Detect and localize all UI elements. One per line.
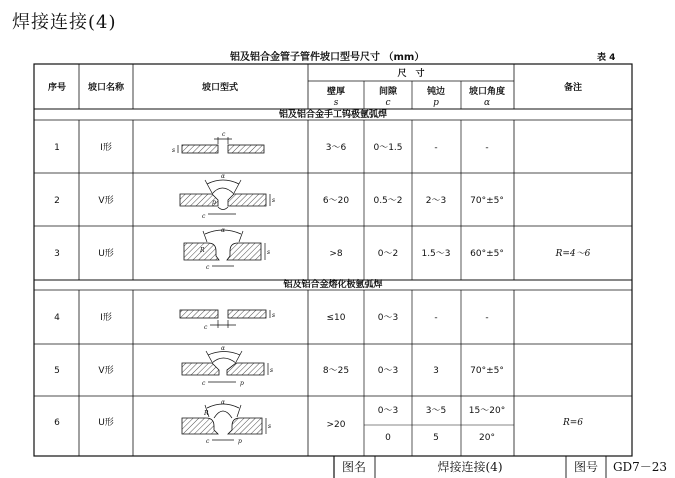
gap-value: 0.5～2 (373, 196, 403, 206)
angle-dim-label: α (221, 227, 226, 234)
u-groove-diagram (184, 227, 270, 271)
angle-value: - (485, 143, 489, 153)
groove-name: V形 (98, 196, 114, 206)
gap-dim-label: c (204, 324, 208, 331)
thickness-dim-label: s (172, 147, 176, 154)
groove-name: U形 (98, 249, 114, 259)
gap-dim-label: c (202, 380, 206, 387)
angle-value: 15～20° (468, 406, 506, 416)
thickness-dim-label: s (272, 197, 276, 204)
header-gap-symbol: c (385, 98, 391, 108)
angle-value-alt: 20° (479, 433, 495, 443)
header-gap: 间隙 (378, 87, 398, 97)
root-value: - (434, 143, 438, 153)
page-title: 焊接连接(4) (12, 12, 117, 33)
root-value: 1.5～3 (421, 249, 451, 259)
drawing-name-label: 图名 (341, 460, 367, 474)
groove-name: U形 (98, 418, 114, 428)
row-number: 1 (54, 143, 60, 153)
root-dim-label: p (238, 438, 242, 445)
gap-value: 0～1.5 (373, 143, 403, 153)
i-groove-diagram (180, 310, 275, 331)
thickness-value: 8～25 (322, 366, 350, 376)
gap-value: 0～3 (377, 366, 399, 376)
gap-dim-label: c (206, 264, 210, 271)
table-row (54, 365, 504, 376)
header-dims: 尺 寸 (397, 69, 425, 79)
root-value: 3 (433, 366, 439, 376)
header-root-symbol: p (433, 98, 439, 108)
table-header (48, 67, 582, 108)
table-row (54, 195, 504, 206)
v-groove-diagram (182, 345, 273, 387)
table-row (54, 406, 583, 443)
angle-dim-label: α (221, 173, 226, 180)
drawing-number-label: 图号 (573, 460, 599, 474)
row-number: 5 (54, 366, 60, 376)
header-remark: 备注 (563, 83, 583, 93)
groove-name: I形 (100, 143, 112, 153)
i-groove-diagram (172, 131, 264, 154)
thickness-value: >8 (329, 249, 343, 259)
table-row (54, 142, 488, 153)
gap-value: 0～3 (377, 406, 399, 416)
thickness-value: ≤10 (326, 313, 346, 323)
section-title: 铝及铝合金手工钨极氩弧焊 (278, 110, 388, 120)
root-value: 2～3 (425, 196, 447, 206)
angle-value: 70°±5° (470, 366, 504, 376)
header-thickness-symbol: s (333, 98, 339, 108)
header-angle: 坡口角度 (468, 87, 506, 97)
header-no: 序号 (47, 83, 67, 93)
header-form: 坡口型式 (201, 83, 239, 93)
drawing-number: GD7－23 (612, 460, 668, 474)
gap-value: 0～3 (377, 313, 399, 323)
radius-dim-label: R (200, 247, 205, 254)
angle-value: - (485, 313, 489, 323)
table-number: 表 4 (597, 53, 616, 63)
root-dim-label: p (212, 199, 216, 206)
drawing-name: 焊接连接(4) (437, 460, 503, 474)
gap-dim-label: c (202, 213, 206, 220)
angle-dim-label: α (221, 345, 226, 352)
row-number: 4 (54, 313, 60, 323)
thickness-value: 3～6 (325, 143, 347, 153)
root-value: - (434, 313, 438, 323)
u-groove-diagram (182, 399, 271, 445)
root-dim-label: p (240, 380, 244, 387)
radius-dim-label: R (204, 410, 209, 417)
groove-name: I形 (100, 313, 112, 323)
root-value: 3～5 (425, 406, 447, 416)
section-title: 铝及铝合金熔化极氩弧焊 (283, 280, 383, 290)
thickness-dim-label: s (270, 367, 274, 374)
table-grid (34, 64, 632, 456)
row-number: 2 (54, 196, 60, 206)
gap-dim-label: c (206, 438, 210, 445)
gap-value: 0～2 (377, 249, 399, 259)
angle-value: 70°±5° (470, 196, 504, 206)
remark-value: R=6 (562, 418, 584, 428)
angle-value: 60°±5° (470, 249, 504, 259)
thickness-dim-label: s (268, 423, 272, 430)
header-name: 坡口名称 (87, 83, 125, 93)
header-thickness: 壁厚 (326, 87, 346, 97)
remark-value: R=4～6 (555, 249, 591, 259)
table-caption: 铝及铝合金管子管件坡口型号尺寸 （mm） (230, 52, 425, 63)
thickness-dim-label: s (267, 249, 271, 256)
header-root: 钝边 (426, 87, 446, 97)
row-number: 6 (54, 418, 60, 428)
root-value-alt: 5 (433, 433, 439, 443)
angle-dim-label: α (221, 399, 226, 406)
table-row (54, 248, 591, 259)
thickness-value: 6～20 (322, 196, 350, 206)
groove-name: V形 (98, 366, 114, 376)
header-angle-symbol: α (483, 98, 491, 108)
row-number: 3 (54, 249, 60, 259)
v-groove-diagram (180, 173, 275, 220)
gap-value-alt: 0 (385, 433, 391, 443)
thickness-value: >20 (326, 420, 346, 430)
thickness-dim-label: s (272, 312, 276, 319)
gap-dim-label: c (222, 131, 226, 138)
